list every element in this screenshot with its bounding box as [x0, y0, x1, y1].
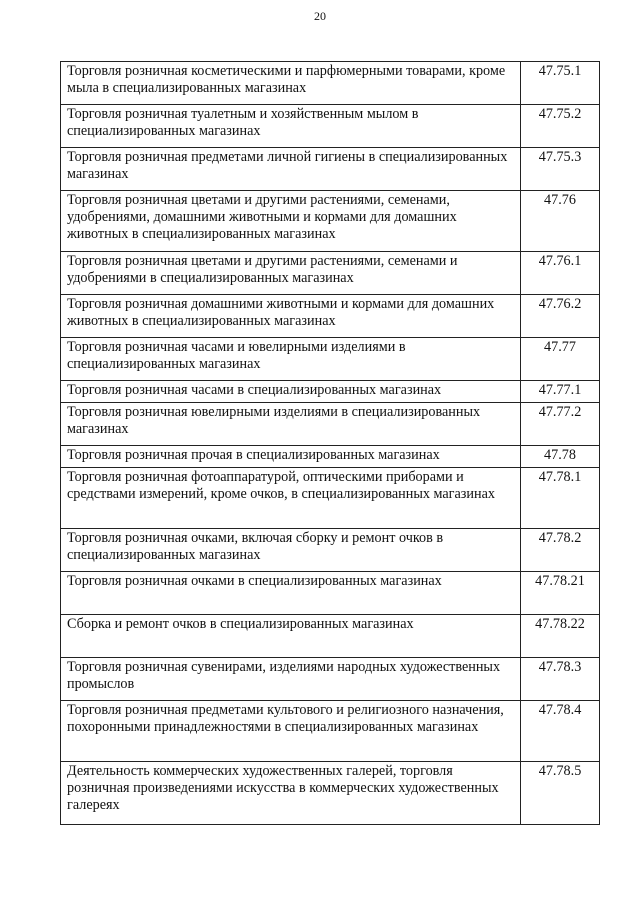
table-row [61, 468, 600, 529]
activity-code: 47.75.2 [521, 105, 600, 148]
activity-name: Торговля розничная фотоаппаратурой, оптическими приборами и средствами измерений, кроме очков, в специализированных магазинах [61, 468, 521, 529]
activity-name: Торговля розничная цветами и другими растениями, семенами и удобрениями в специализированных магазинах [61, 252, 521, 295]
page-number: 20 [314, 9, 326, 23]
activity-code: 47.77.2 [521, 403, 600, 446]
table-row [61, 446, 600, 468]
activity-name: Торговля розничная прочая в специализированных магазинах [61, 446, 521, 468]
table-row [61, 615, 600, 658]
activity-name: Торговля розничная туалетным и хозяйственным мылом в специализированных магазинах [61, 105, 521, 148]
table-row [61, 191, 600, 252]
table-row [61, 762, 600, 825]
activity-code: 47.75.3 [521, 148, 600, 191]
activity-code: 47.75.1 [521, 62, 600, 105]
activity-name: Торговля розничная часами и ювелирными изделиями в специализированных магазинах [61, 338, 521, 381]
activity-name: Торговля розничная предметами культового и религиозного назначения, похоронными принадлежностями в специализированных магазинах [61, 701, 521, 762]
table-row [61, 381, 600, 403]
activity-code: 47.78.21 [521, 572, 600, 615]
activity-code: 47.76.1 [521, 252, 600, 295]
activity-code: 47.77.1 [521, 381, 600, 403]
activity-name: Деятельность коммерческих художественных галерей, торговля розничная произведениями искусства в коммерческих художественных галереях [61, 762, 521, 825]
table-row [61, 403, 600, 446]
activity-code: 47.78.1 [521, 468, 600, 529]
activity-name: Торговля розничная цветами и другими растениями, семенами, удобрениями, домашними животными и кормами для домашних животных в специализированных магазинах [61, 191, 521, 252]
activity-name: Торговля розничная косметическими и парфюмерными товарами, кроме мыла в специализированных магазинах [61, 62, 521, 105]
activity-code: 47.78.4 [521, 701, 600, 762]
activity-code: 47.78.2 [521, 529, 600, 572]
table-row [61, 658, 600, 701]
activity-code: 47.76.2 [521, 295, 600, 338]
activity-name: Торговля розничная предметами личной гигиены в специализированных магазинах [61, 148, 521, 191]
table-row [61, 572, 600, 615]
activity-name: Торговля розничная ювелирными изделиями в специализированных магазинах [61, 403, 521, 446]
activity-code: 47.78.22 [521, 615, 600, 658]
activity-name: Сборка и ремонт очков в специализированных магазинах [61, 615, 521, 658]
activity-code: 47.76 [521, 191, 600, 252]
table-row [61, 338, 600, 381]
table-row [61, 701, 600, 762]
activity-code: 47.78 [521, 446, 600, 468]
activity-name: Торговля розничная очками, включая сборку и ремонт очков в специализированных магазинах [61, 529, 521, 572]
table-row [61, 148, 600, 191]
activity-code-table [60, 61, 600, 825]
activity-name: Торговля розничная домашними животными и кормами для домашних животных в специализированных магазинах [61, 295, 521, 338]
activity-code: 47.77 [521, 338, 600, 381]
activity-code: 47.78.3 [521, 658, 600, 701]
table-row [61, 529, 600, 572]
activity-name: Торговля розничная часами в специализированных магазинах [61, 381, 521, 403]
activity-name: Торговля розничная сувенирами, изделиями народных художественных промыслов [61, 658, 521, 701]
table-row [61, 62, 600, 105]
table-row [61, 252, 600, 295]
activity-name: Торговля розничная очками в специализированных магазинах [61, 572, 521, 615]
activity-code: 47.78.5 [521, 762, 600, 825]
table-row [61, 295, 600, 338]
table-row [61, 105, 600, 148]
